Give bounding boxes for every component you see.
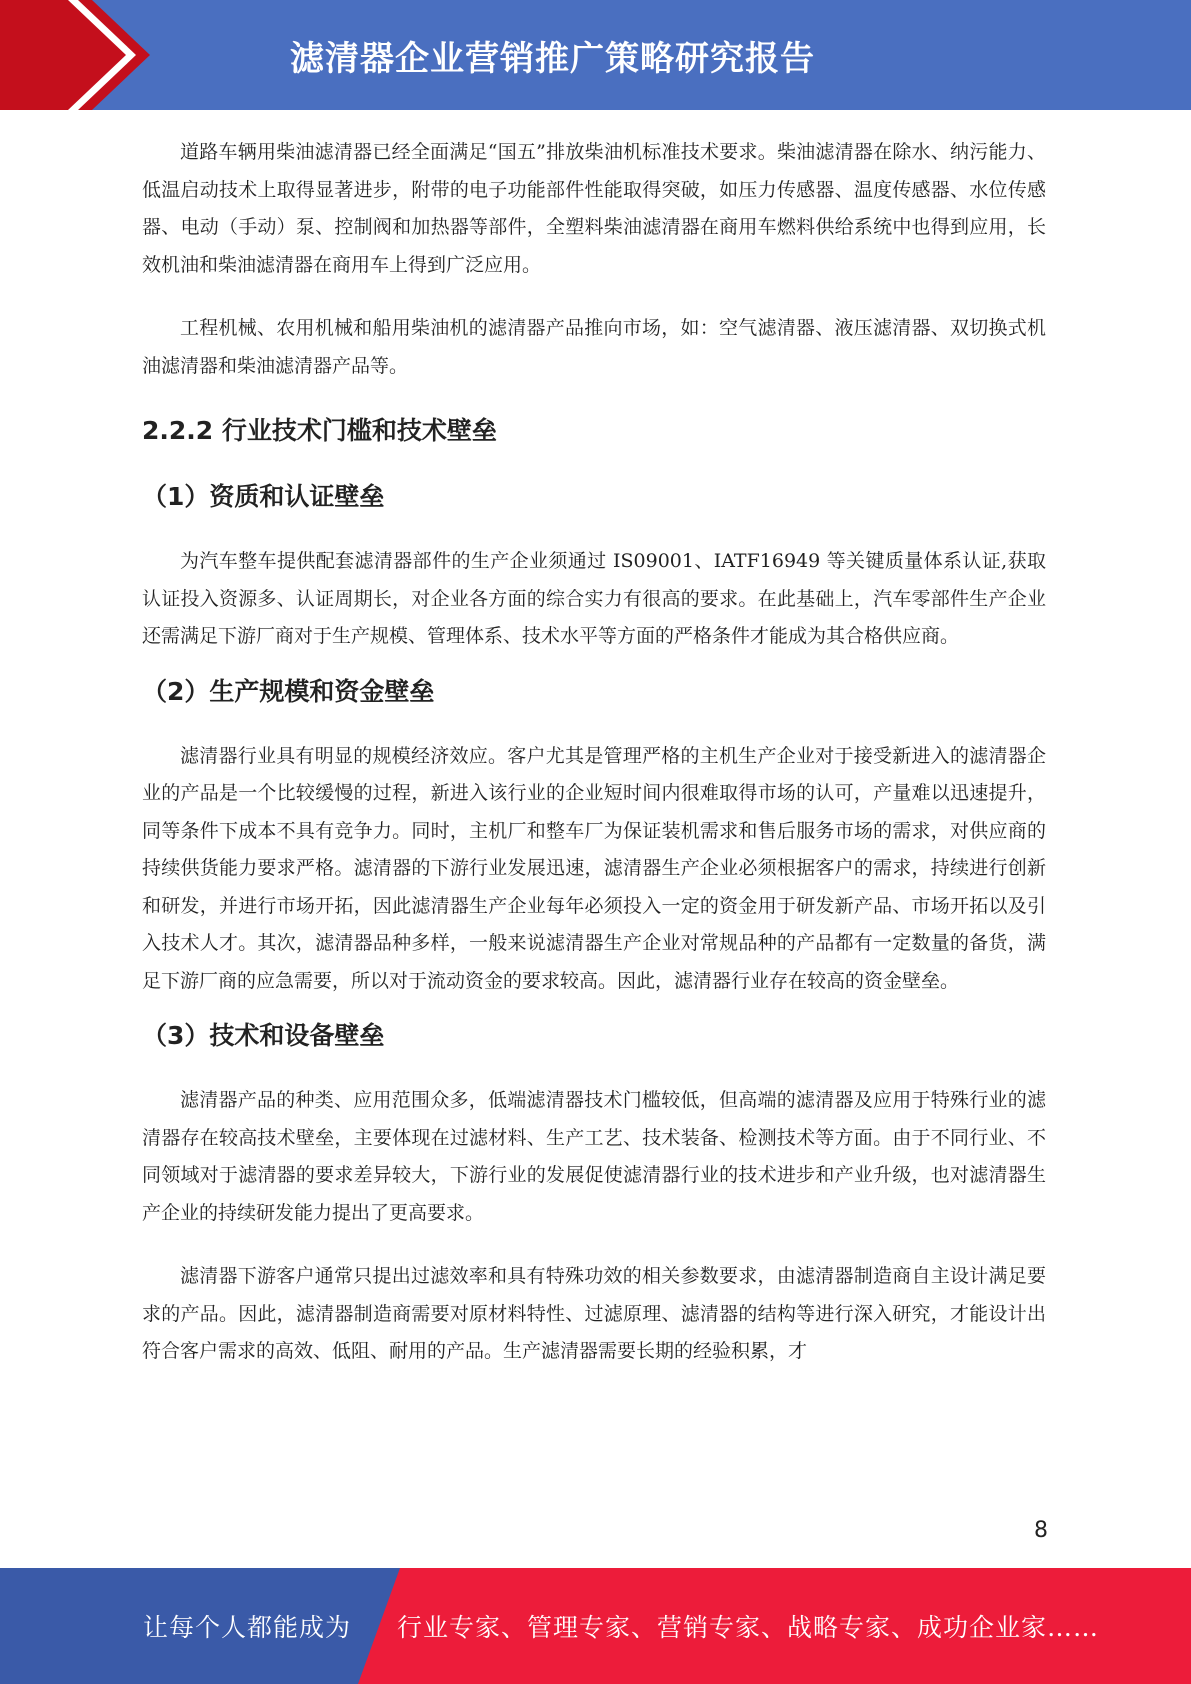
paragraph-scale-capital: 滤清器行业具有明显的规模经济效应。客户尤其是管理严格的主机生产企业对于接受新进入的滤清器企业的产品是一个比较缓慢的过程，新进入该行业的企业短时间内很难取得市场的认可，产量难以迅速提升，同等条件下成本不具有竞争力。同时，主机厂和整车厂为保证装机需求和售后服务市场的需求，对供应商的持续供货能力要求严格。滤清器的下游行业发展迅速，滤清器生产企业必须根据客户的需求，持续进行创新和研发，并进行市场开拓，因此滤清器生产企业每年必须投入一定的资金用于研发新产品、市场开拓以及引入技术人才。其次，滤清器品种多样，一般来说滤清器生产企业对常规品种的产品都有一定数量的备货，满足下游厂商的应急需要，所以对于流动资金的要求较高。因此，滤清器行业存在较高的资金壁垒。 [142,744,1046,992]
paragraph-diesel-filters: 道路车辆用柴油滤清器已经全面满足“国五”排放柴油机标准技术要求。柴油滤清器在除水、纳污能力、低温启动技术上取得显著进步，附带的电子功能部件性能取得突破，如压力传感器、温度传感器、水位传感器、电动（手动）泵、控制阀和加热器等部件，全塑料柴油滤清器在商用车燃料供给系统中也得到应用，长效机油和柴油滤清器在商用车上得到广泛应用。 [142,141,1046,276]
header-chevron-decoration [0,0,150,110]
page-header [0,0,1191,110]
paragraph-technology: 滤清器产品的种类、应用范围众多，低端滤清器技术门槛较低，但高端的滤清器及应用于特殊行业的滤清器存在较高技术壁垒，主要体现在过滤材料、生产工艺、技术装备、检测技术等方面。由于不同行业、不同领域对于滤清器的要求差异较大，下游行业的发展促使滤清器行业的技术进步和产业升级，也对滤清器生产企业的持续研发能力提出了更高要求。 [142,1089,1046,1224]
page-footer [0,1568,1191,1684]
section-heading-2-2-2: 2.2.2 行业技术门槛和技术壁垒 [142,416,497,445]
footer-slogan-right: 行业专家、管理专家、营销专家、战略专家、成功企业家…… [397,1613,1100,1642]
page-body [142,134,1046,1371]
subheading-certification-barrier: （1）资质和认证壁垒 [142,482,385,511]
subheading-scale-capital-barrier: （2）生产规模和资金壁垒 [142,676,435,706]
paragraph-downstream-customers: 滤清器下游客户通常只提出过滤效率和具有特殊功效的相关参数要求，由滤清器制造商自主设计满足要求的产品。因此，滤清器制造商需要对原材料特性、过滤原理、滤清器的结构等进行深入研究，才能设计出符合客户需求的高效、低阻、耐用的产品。生产滤清器需要长期的经验积累，才 [142,1265,1046,1362]
footer-slogan-left: 让每个人都能成为 [143,1613,352,1642]
report-title: 滤清器企业营销推广策略研究报告 [290,38,815,79]
paragraph-engineering-machinery: 工程机械、农用机械和船用柴油机的滤清器产品推向市场，如：空气滤清器、液压滤清器、双切换式机油滤清器和柴油滤清器产品等。 [142,317,1046,377]
subheading-technology-equipment-barrier: （3）技术和设备壁垒 [142,1021,385,1050]
paragraph-certification: 为汽车整车提供配套滤清器部件的生产企业须通过 IS09001、IATF16949 等关键质量体系认证,获取认证投入资源多、认证周期长，对企业各方面的综合实力有很高的要求。在此基础上，汽车零部件生产企业还需满足下游厂商对于生产规模、管理体系、技术水平等方面的严格条件才能成为其合格供应商。 [142,550,1046,647]
page-number: 8 [1034,1518,1048,1543]
